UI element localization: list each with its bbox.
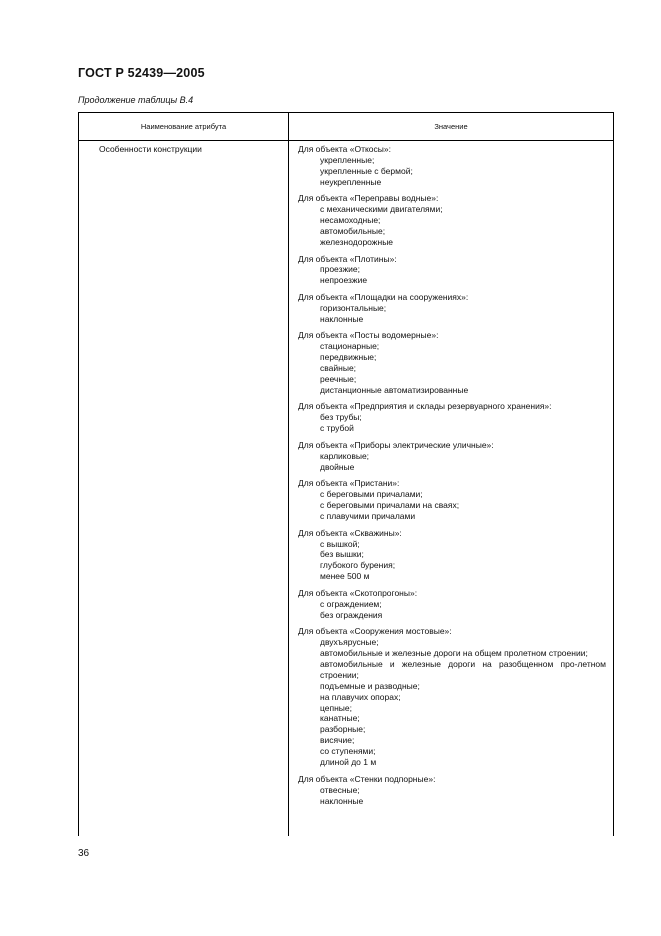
value-group-title: Для объекта «Площадки на сооружениях»:: [298, 291, 469, 302]
value-option: с береговыми причалами на сваях;: [320, 500, 460, 511]
value-group-title: Для объекта «Стенки подпорные»:: [298, 773, 436, 784]
value-group-title: Для объекта «Пристани»:: [298, 478, 400, 489]
value-option: канатные;: [320, 713, 360, 724]
value-option: несамоходные;: [320, 215, 381, 226]
attribute-table: [78, 112, 614, 836]
value-group: [298, 254, 606, 287]
value-option: проезжие;: [320, 264, 361, 275]
column-divider: [288, 113, 289, 836]
value-option: без ограждения: [320, 609, 383, 620]
value-option: стационарные;: [320, 341, 380, 352]
table-caption: Продолжение таблицы В.4: [78, 95, 194, 105]
value-group: [298, 193, 606, 248]
value-option: цепные;: [320, 702, 352, 713]
value-group-title: Для объекта «Предприятия и склады резервуарного хранения»:: [298, 401, 552, 412]
value-option: укрепленные с бермой;: [320, 165, 413, 176]
value-group: [298, 774, 606, 807]
value-option: без трубы;: [320, 412, 362, 423]
value-group-title: Для объекта «Откосы»:: [298, 144, 391, 154]
value-option: без вышки;: [320, 549, 364, 560]
value-option: двойные: [320, 461, 355, 472]
value-group: [298, 626, 606, 768]
value-option: передвижные;: [320, 352, 377, 363]
document-code: ГОСТ Р 52439—2005: [78, 66, 205, 80]
value-option: железнодорожные: [320, 236, 394, 247]
value-option: дистанционные автоматизированные: [320, 384, 469, 395]
value-option: автомобильные и железные дороги на общем пролетном строении;: [320, 648, 588, 659]
column-header-value: Значение: [434, 122, 468, 131]
value-group: [298, 528, 606, 583]
value-group: [298, 440, 606, 473]
value-option: с механическими двигателями;: [320, 204, 443, 215]
value-group-title: Для объекта «Плотины»:: [298, 253, 397, 264]
value-list: [298, 144, 606, 812]
value-option: с ограждением;: [320, 598, 382, 609]
value-group: [298, 292, 606, 325]
value-option: карликовые;: [320, 450, 370, 461]
value-option: менее 500 м: [320, 571, 370, 582]
value-option: с вышкой;: [320, 538, 360, 549]
value-group-title: Для объекта «Скотопрогоны»:: [298, 587, 418, 598]
value-group-title: Для объекта «Сооружения мостовые»:: [298, 626, 452, 637]
value-group-title: Для объекта «Приборы электрические уличные»:: [298, 439, 494, 450]
value-option: свайные;: [320, 363, 357, 374]
value-option: непроезжие: [320, 275, 368, 286]
value-group: [298, 401, 606, 434]
value-option: глубокого бурения;: [320, 560, 396, 571]
value-option: наклонные: [320, 313, 364, 324]
value-option: с плавучими причалами: [320, 511, 416, 521]
value-group-title: Для объекта «Переправы водные»:: [298, 193, 439, 204]
value-option: отвесные;: [320, 784, 360, 795]
value-option: автомобильные;: [320, 226, 386, 237]
value-option: автомобильные и железные дороги на разобщенном про-летном строении;: [320, 658, 606, 680]
value-option: с трубой: [320, 423, 354, 434]
value-group-title: Для объекта «Посты водомерные»:: [298, 330, 439, 341]
value-option: наклонные: [320, 795, 364, 806]
page-number: 36: [78, 848, 90, 859]
value-group: [298, 588, 606, 621]
value-option: висячие;: [320, 735, 355, 746]
value-option: неукрепленные: [320, 176, 382, 187]
value-option: разборные;: [320, 724, 366, 735]
table-header-row: [79, 113, 613, 141]
value-option: горизонтальные;: [320, 302, 387, 313]
value-option: с береговыми причалами;: [320, 489, 423, 500]
value-option: укрепленные;: [320, 154, 375, 165]
attribute-name: Особенности конструкции: [99, 144, 202, 154]
value-group: [298, 144, 606, 188]
value-group: [298, 330, 606, 395]
value-option: на плавучих опорах;: [320, 691, 401, 702]
column-header-attribute: Наименование атрибута: [140, 122, 227, 131]
value-option: двухъярусные;: [320, 637, 379, 648]
value-option: со ступенями;: [320, 746, 376, 757]
value-group-title: Для объекта «Скважины»:: [298, 527, 402, 538]
value-option: реечные;: [320, 373, 357, 384]
value-group: [298, 478, 606, 522]
value-option: подъемные и разводные;: [320, 680, 420, 691]
value-option: длиной до 1 м: [320, 757, 377, 768]
